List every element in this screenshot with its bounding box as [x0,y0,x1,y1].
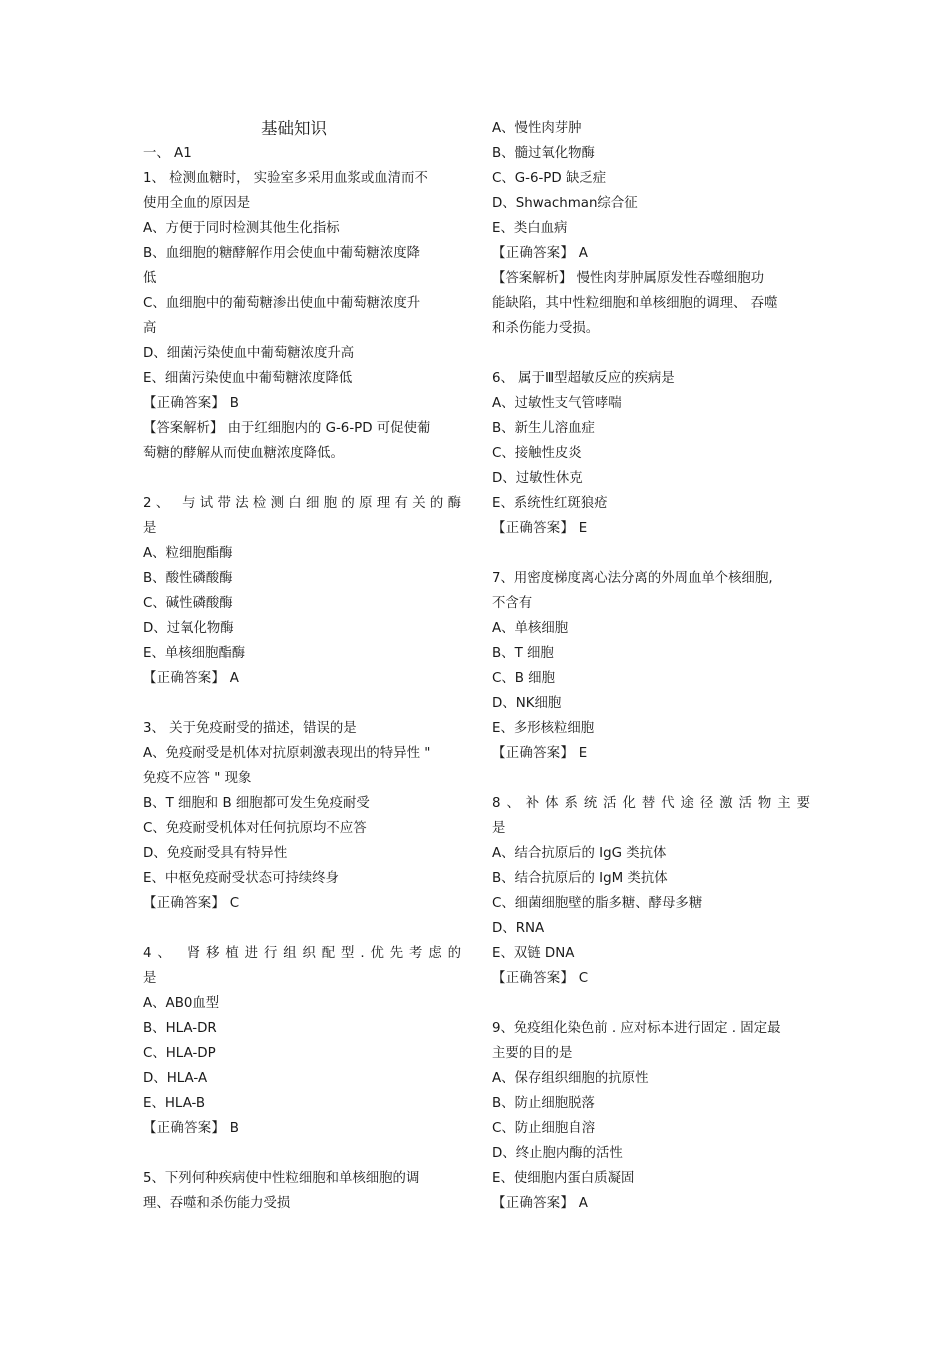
text-line: C、碱性磷酸酶 [143,596,233,611]
text-line: A、AB0血型 [143,996,220,1011]
text-line: E、多形核粒细胞 [492,721,595,736]
text-line: A、过敏性支气管哮喘 [492,396,622,411]
text-line: 能缺陷，其中性粒细胞和单核细胞的调理、 吞噬 [492,296,778,311]
blank-line [492,770,810,788]
text-line: A、结合抗原后的 IgG 类抗体 [492,846,667,861]
text-line: 高 [143,321,157,336]
text-line: 【正确答案】 A [492,246,589,261]
blank-line [143,920,461,938]
text-line: 7、用密度梯度离心法分离的外周血单个核细胞, [492,571,773,586]
text-line: 使用全血的原因是 [143,196,251,211]
blank-line [143,695,461,713]
text-line: E、系统性红斑狼疮 [492,496,608,511]
blank-line [143,1145,461,1163]
text-line: E、单核细胞酯酶 [143,646,246,661]
text-line: D、终止胞内酶的活性 [492,1146,623,1161]
text-line: 【答案解析】 慢性肉芽肿属原发性吞噬细胞功 [492,271,765,286]
text-line: E、使细胞内蛋白质凝固 [492,1171,635,1186]
text-line: 和杀伤能力受损。 [492,321,600,336]
text-line: B、HLA-DR [143,1021,217,1036]
text-line: B、髓过氧化物酶 [492,146,595,161]
text-line: D、RNA [492,921,545,936]
text-line: E、双链 DNA [492,946,575,961]
text-line: B、新生儿溶血症 [492,421,595,436]
text-line: D、过敏性休克 [492,471,583,486]
text-line: D、细菌污染使血中葡萄糖浓度升高 [143,346,355,361]
text-line: A、单核细胞 [492,621,569,636]
text-line: 【正确答案】 E [492,746,588,761]
page-title: 基础知识 [261,119,327,138]
text-line: B、T 细胞 [492,646,554,661]
text-line: E、细菌污染使血中葡萄糖浓度降低 [143,371,353,386]
text-line: 4、 肾移植进行组织配型.优先考虑的 [143,946,461,961]
text-line: 萄糖的酵解从而使血糖浓度降低。 [143,446,344,461]
text-line: 免疫不应答 " 现象 [143,771,252,786]
text-line: B、血细胞的糖酵解作用会使血中葡萄糖浓度降 [143,246,420,261]
text-line: 是 [143,521,157,536]
text-line: C、免疫耐受机体对任何抗原均不应答 [143,821,367,836]
text-line: D、过氧化物酶 [143,621,234,636]
text-line: 是 [492,821,506,836]
text-line: C、细菌细胞壁的脂多糖、酵母多糖 [492,896,703,911]
text-line: B、酸性磷酸酶 [143,571,233,586]
text-line: 2、 与试带法检测白细胞的原理有关的酶 [143,496,461,511]
text-line: 【正确答案】 A [143,671,240,686]
text-line: 5、下列何种疾病使中性粒细胞和单核细胞的调 [143,1171,420,1186]
text-line: C、血细胞中的葡萄糖渗出使血中葡萄糖浓度升 [143,296,421,311]
text-line: 1、 检测血糖时， 实验室多采用血浆或血清而不 [143,171,428,186]
text-line: 8、补体系统活化替代途径激活物主要 [492,796,810,811]
text-line: 【答案解析】 由于红细胞内的 G-6-PD 可促使葡 [143,421,431,436]
text-line: C、G-6-PD 缺乏症 [492,171,607,186]
text-line: A、免疫耐受是机体对抗原刺激表现出的特异性 " [143,746,431,761]
blank-line [492,345,810,363]
text-line: D、HLA-A [143,1071,208,1086]
text-line: D、免疫耐受具有特异性 [143,846,288,861]
text-line: D、NK细胞 [492,696,562,711]
text-line: C、HLA-DP [143,1046,216,1061]
text-line: A、粒细胞酯酶 [143,546,233,561]
text-line: E、中枢免疫耐受状态可持续终身 [143,871,339,886]
text-line: 不含有 [492,596,533,611]
text-line: B、T 细胞和 B 细胞都可发生免疫耐受 [143,796,370,811]
text-line: C、B 细胞 [492,671,555,686]
blank-line [492,995,810,1013]
text-line: 9、免疫组化染色前 . 应对标本进行固定 . 固定最 [492,1021,781,1036]
text-line: B、结合抗原后的 IgM 类抗体 [492,871,668,886]
text-line: A、慢性肉芽肿 [492,121,582,136]
text-line: 【正确答案】 B [143,396,240,411]
text-line: A、方便于同时检测其他生化指标 [143,221,340,236]
text-line: 【正确答案】 A [492,1196,589,1211]
text-line: 6、 属于Ⅲ型超敏反应的疾病是 [492,371,675,386]
text-line: 【正确答案】 C [143,896,240,911]
text-line: 低 [143,271,157,286]
text-line: 【正确答案】 B [143,1121,240,1136]
text-line: E、HLA-B [143,1096,206,1111]
blank-line [492,545,810,563]
text-line: 主要的目的是 [492,1046,573,1061]
text-line: E、类白血病 [492,221,568,236]
text-line: 理、吞噬和杀伤能力受损 [143,1196,291,1211]
text-line: 3、 关于免疫耐受的描述，错误的是 [143,721,357,736]
text-line: C、防止细胞自溶 [492,1121,596,1136]
section-heading: 一、 A1 [143,146,192,161]
text-line: C、接触性皮炎 [492,446,582,461]
text-line: 【正确答案】 E [492,521,588,536]
blank-line [143,470,461,488]
text-line: A、保存组织细胞的抗原性 [492,1071,649,1086]
text-line: B、防止细胞脱落 [492,1096,595,1111]
text-line: 【正确答案】 C [492,971,589,986]
text-line: 是 [143,971,157,986]
text-line: D、Shwachman综合征 [492,196,638,211]
